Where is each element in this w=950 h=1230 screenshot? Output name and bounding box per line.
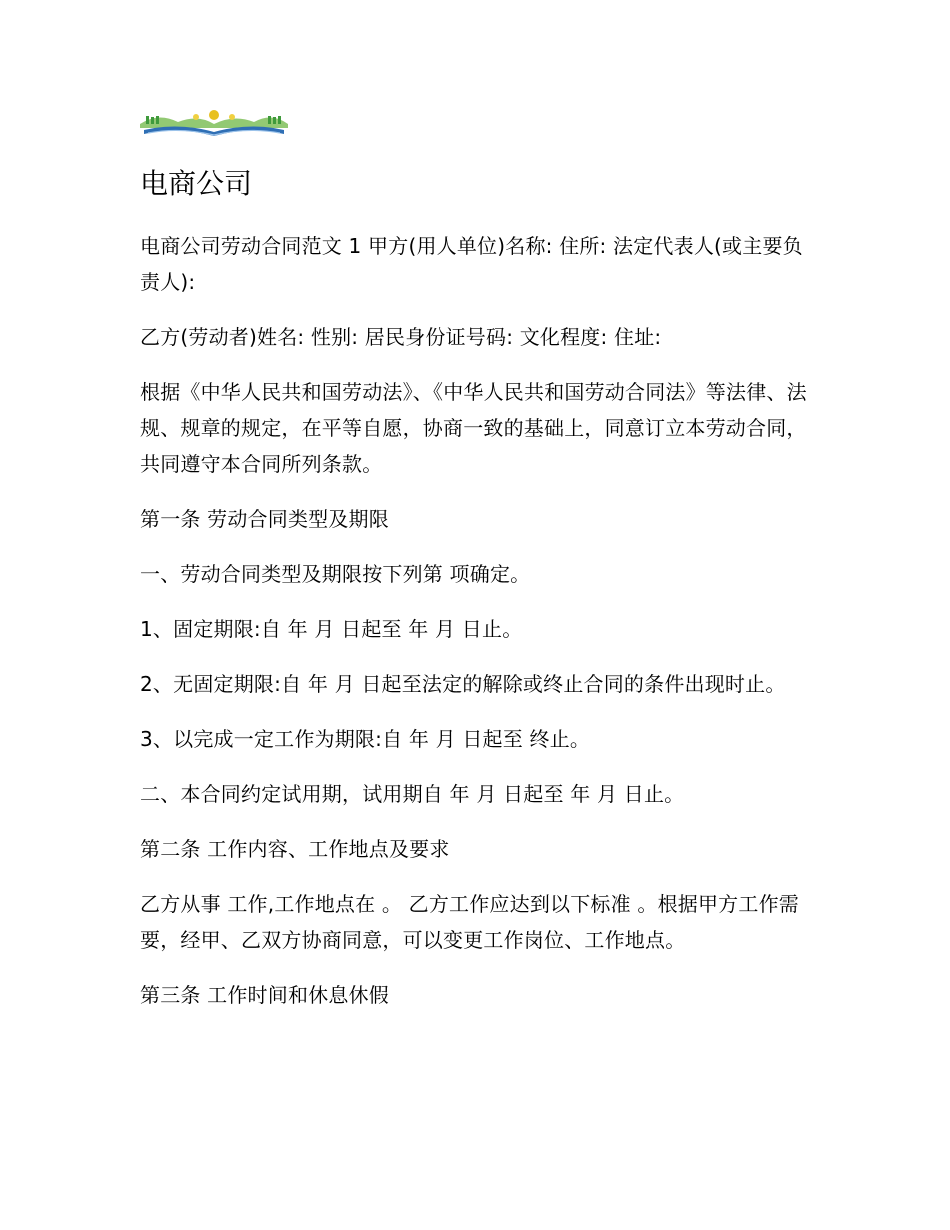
paragraph-contract-type: 一、劳动合同类型及期限按下列第 项确定。 <box>140 562 531 586</box>
section-heading-article-2: 第二条 工作内容、工作地点及要求 <box>140 837 450 861</box>
paragraph-legal-basis: 根据《中华人民共和国劳动法》、《中华人民共和国劳动合同法》等法律、法规、规章的规定，在平等自愿，协商一致的基础上，同意订立本劳动合同，共同遵守本合同所列条款。 <box>140 380 807 476</box>
paragraph-probation: 二、本合同约定试用期，试用期自 年 月 日起至 年 月 日止。 <box>140 782 685 806</box>
paragraph-open-term: 2、无固定期限:自 年 月 日起至法定的解除或终止合同的条件出现时止。 <box>140 672 786 696</box>
document-body <box>140 228 812 1032</box>
paragraph-task-term: 3、以完成一定工作为期限:自 年 月 日起至 终止。 <box>140 727 591 751</box>
logo-image <box>138 104 290 138</box>
document-title: 电商公司 <box>140 167 253 200</box>
section-heading-article-3: 第三条 工作时间和休息休假 <box>140 983 389 1007</box>
paragraph-fixed-term: 1、固定期限:自 年 月 日起至 年 月 日止。 <box>140 617 523 641</box>
paragraph-parties-employer: 电商公司劳动合同范文 1 甲方(用人单位)名称: 住所: 法定代表人(或主要负责人): <box>140 234 803 294</box>
paragraph-work-content: 乙方从事 工作,工作地点在 。 乙方工作应达到以下标准 。根据甲方工作需要，经甲、乙双方协商同意，可以变更工作岗位、工作地点。 <box>140 892 799 952</box>
paragraph-parties-employee: 乙方(劳动者)姓名: 性别: 居民身份证号码: 文化程度: 住址: <box>140 325 662 349</box>
section-heading-article-1: 第一条 劳动合同类型及期限 <box>140 507 389 531</box>
